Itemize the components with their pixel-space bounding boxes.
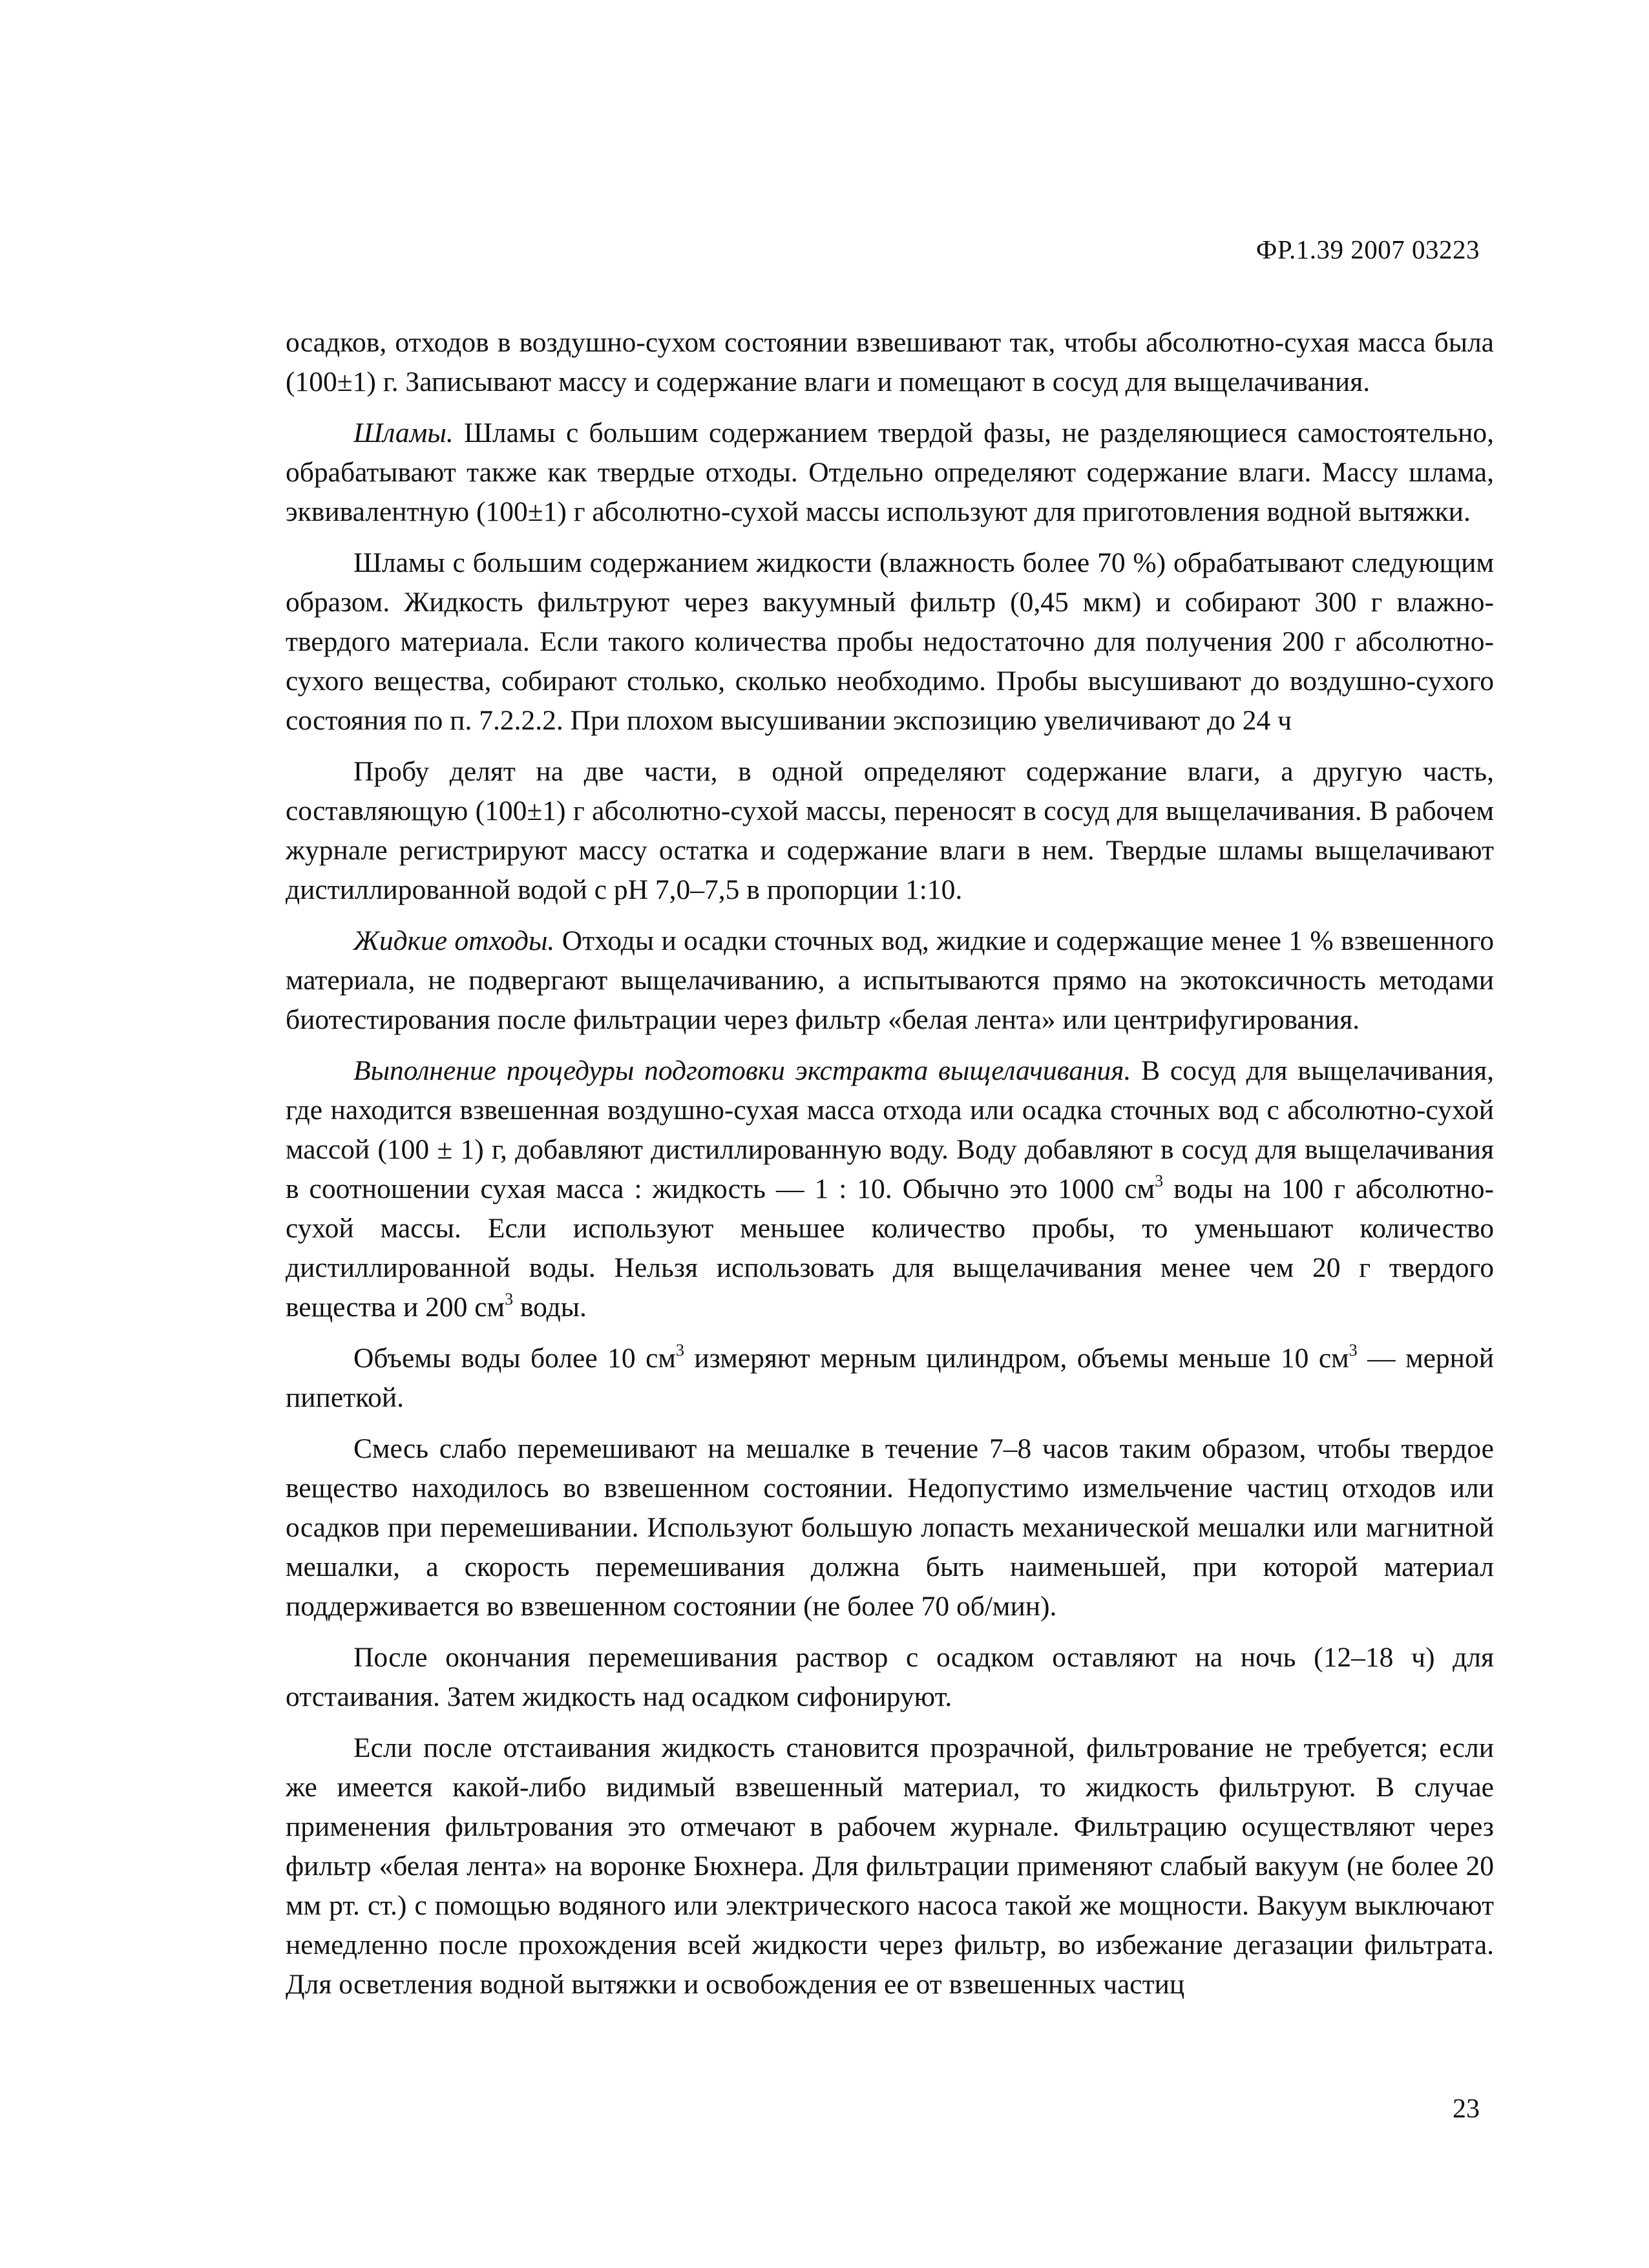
paragraph-mixing bbox=[286, 1429, 1494, 1626]
paragraph-lead-liquid-waste: Жидкие отходы. bbox=[353, 925, 555, 956]
paragraph-text: Отходы и осадки сточных вод, жидкие и содержащие менее 1 % взвешенного материала, не подвергают выщелачиванию, а испытываются прямо на экотоксичность методами биотестирования после фильтрации через фильтр «белая лента» или центрифугирования. bbox=[286, 925, 1494, 1035]
paragraph-text: Пробу делят на две части, в одной определяют содержание влаги, а другую часть, составляющую (100±1) г абсолютно-сухой массы, переносят в сосуд для выщелачивания. В рабочем журнале регистрируют массу остатка и содержание влаги в нем. Твердые шламы выщелачивают дистиллированной водой с рН 7,0–7,5 в пропорции 1:10. bbox=[286, 756, 1494, 905]
paragraph-lead-sludges: Шламы. bbox=[353, 417, 454, 448]
paragraph-text-part: воды на 100 г абсолютно-сухой массы. Если используют меньшее количество пробы, то уменьшают количество дистиллированной воды. Нельзя использовать для выщелачивания менее чем 20 г твердого вещества и 200 см bbox=[286, 1173, 1494, 1323]
paragraph-liquid-waste bbox=[286, 921, 1494, 1040]
paragraph-text: Шламы с большим содержанием твердой фазы, не разделяющиеся самостоятельно, обрабатывают также как твердые отходы. Отдельно определяют содержание влаги. Массу шлама, эквивалентную (100±1) г абсолютно-сухой массы используют для приготовления водной вытяжки. bbox=[286, 417, 1494, 527]
paragraph-extract-procedure bbox=[286, 1051, 1494, 1327]
superscript: 3 bbox=[1155, 1171, 1164, 1190]
paragraph-water-volumes bbox=[286, 1339, 1494, 1418]
superscript: 3 bbox=[505, 1290, 514, 1308]
paragraph-text: Смесь слабо перемешивают на мешалке в течение 7–8 часов таким образом, чтобы твердое вещество находилось во взвешенном состоянии. Недопустимо измельчение частиц отходов или осадков при перемешивании. Используют большую лопасть механической мешалки или магнитной мешалки, а скорость перемешивания должна быть наименьшей, при которой материал поддерживается во взвешенном состоянии (не более 70 об/мин). bbox=[286, 1433, 1494, 1622]
paragraph-filtration bbox=[286, 1728, 1494, 2004]
paragraph-sludges bbox=[286, 414, 1494, 532]
paragraph-text: Шламы с большим содержанием жидкости (влажность более 70 %) обрабатывают следующим образом. Жидкость фильтруют через вакуумный фильтр (0,45 мкм) и собирают 300 г влажно-твердого материала. Если такого количества пробы недостаточно для получения 200 г абсолютно-сухого вещества, собирают столько, сколько необходимо. Пробы высушивают до воздушно-сухого состояния по п. 7.2.2.2. При плохом высушивании экспозицию увеличивают до 24 ч bbox=[286, 547, 1494, 736]
paragraph-liquid-sludges bbox=[286, 543, 1494, 740]
paragraph-text: Если после отстаивания жидкость становится прозрачной, фильтрование не требуется; если же имеется какой-либо видимый взвешенный материал, то жидкость фильтруют. В случае применения фильтрования это отмечают в рабочем журнале. Фильтрацию осуществляют через фильтр «белая лента» на воронке Бюхнера. Для фильтрации применяют слабый вакуум (не более 20 мм рт. ст.) с помощью водяного или электрического насоса такой же мощности. Вакуум выключают немедленно после прохождения всей жидкости через фильтр, во избежание дегазации фильтрата. Для осветления водной вытяжки и освобождения ее от взвешенных частиц bbox=[286, 1732, 1494, 2000]
paragraph-text: После окончания перемешивания раствор с осадком оставляют на ночь (12–18 ч) для отстаивания. Затем жидкость над осадком сифонируют. bbox=[286, 1642, 1494, 1712]
paragraph-sample-split bbox=[286, 752, 1494, 910]
paragraph-lead-extract-procedure: Выполнение процедуры подготовки экстракта выщелачивания. bbox=[353, 1055, 1131, 1086]
page-number: 23 bbox=[1453, 2094, 1480, 2124]
paragraph-text: осадков, отходов в воздушно-сухом состоянии взвешивают так, чтобы абсолютно-сухая масса была (100±1) г. Записывают массу и содержание влаги и помещают в сосуд для выщелачивания. bbox=[286, 327, 1494, 397]
paragraph-text-part: воды. bbox=[513, 1292, 587, 1323]
superscript: 3 bbox=[1349, 1341, 1358, 1360]
paragraph-text-part: измеряют мерным цилиндром, объемы меньше 10 см bbox=[684, 1343, 1349, 1374]
paragraph-text-part: В сосуд для выщелачивания, где находится взвешенная воздушно-сухая масса отхода или осадка сточных вод с абсолютно-сухой массой (100 ± 1) г, добавляют дистиллированную воду. Воду добавляют в сосуд для выщелачивания в соотношении сухая масса : жидкость — 1 : 10. Обычно это 1000 см bbox=[286, 1055, 1494, 1204]
paragraph-text-part: — мерной пипеткой. bbox=[286, 1343, 1494, 1413]
document-code: ФР.1.39 2007 03223 bbox=[1255, 235, 1480, 264]
paragraph-settling bbox=[286, 1638, 1494, 1717]
paragraph-moisture-weighing bbox=[286, 323, 1494, 402]
paragraph-text-part: Объемы воды более 10 см bbox=[353, 1343, 676, 1374]
document-body bbox=[286, 323, 1494, 2016]
superscript: 3 bbox=[675, 1341, 684, 1360]
